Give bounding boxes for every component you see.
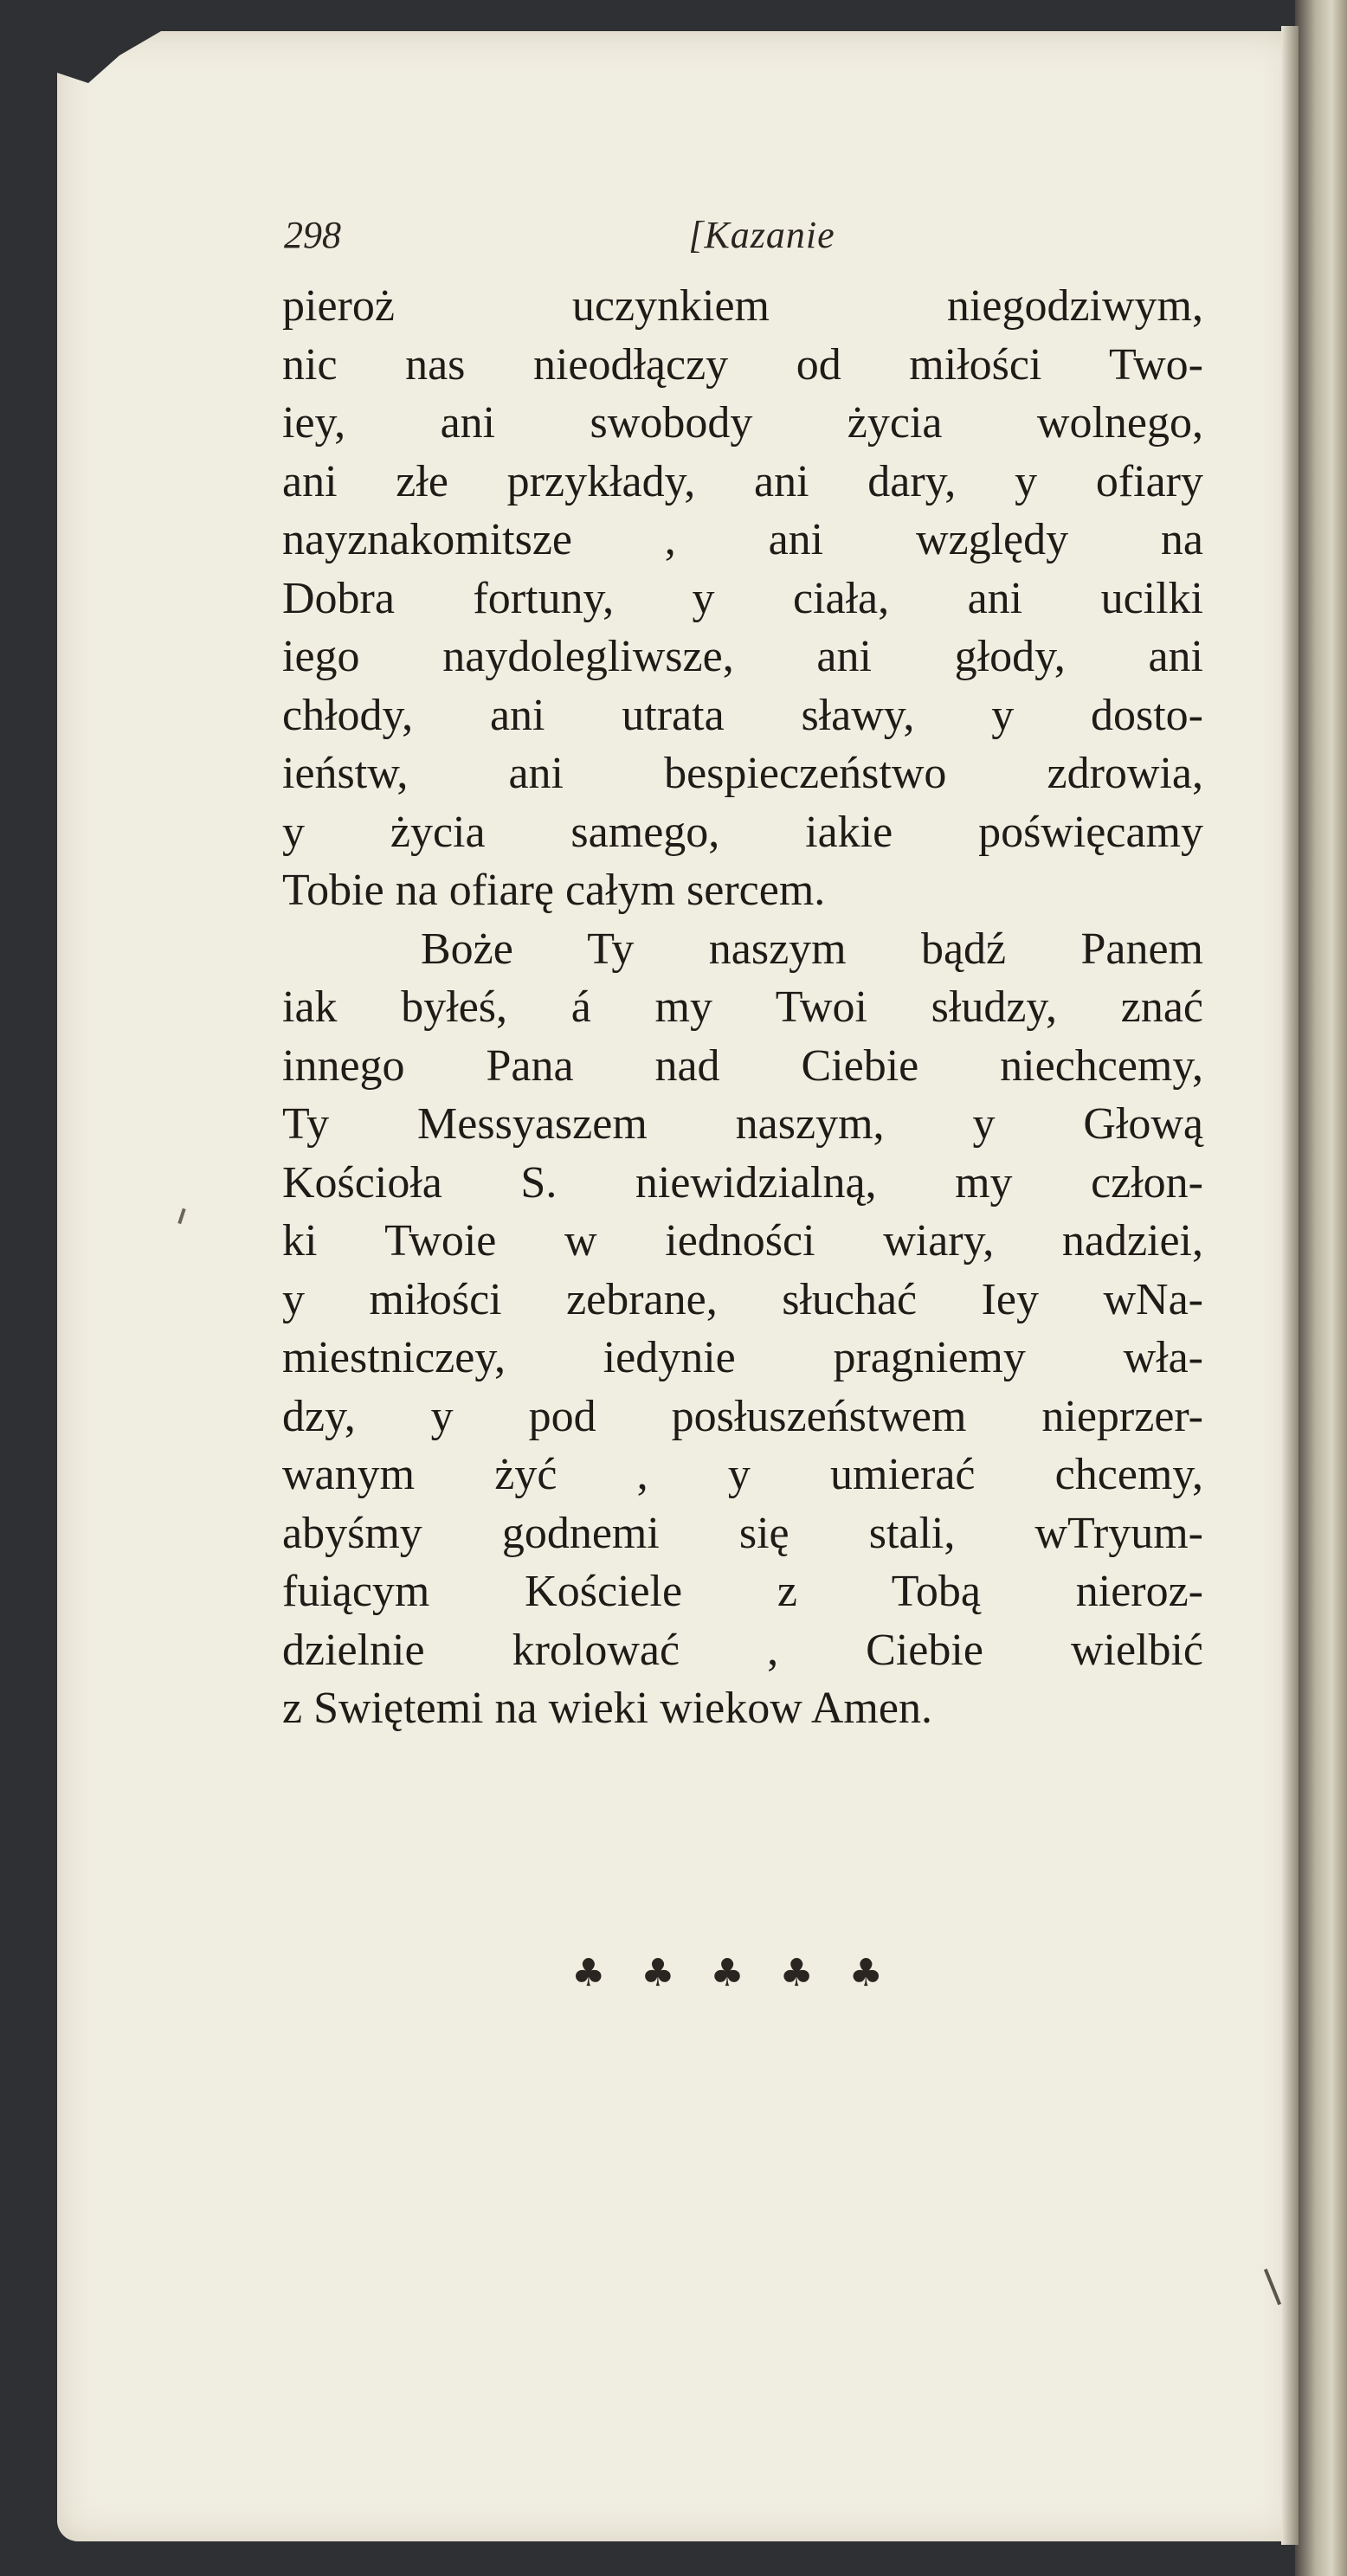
- ornament-glyph-icon: ♣: [571, 1950, 606, 1995]
- page-header: [0, 213, 1347, 265]
- running-head: [Kazanie: [688, 214, 835, 256]
- text-line: dzy, y pod posłuszeństwem nieprzer-: [282, 1391, 1203, 1441]
- text-line: dzielnie krolować , Ciebie wielbić: [282, 1625, 1203, 1675]
- book-gutter: [1295, 0, 1347, 2576]
- printers-ornament: [571, 1942, 883, 2003]
- text-line: pieroż uczynkiem niegodziwym,: [282, 281, 1203, 331]
- text-line: iego naydolegliwsze, ani głody, ani: [282, 632, 1203, 681]
- text-line: nayznakomitsze , ani względy na: [282, 515, 1203, 564]
- text-line: Kościoła S. niewidzialną, my człon-: [282, 1157, 1203, 1208]
- text-line: iak byłeś, á my Twoi słudzy, znać: [282, 982, 1203, 1032]
- text-line: miestniczey, iedynie pragniemy wła-: [282, 1333, 1203, 1382]
- ornament-glyph-icon: ♣: [779, 1950, 814, 1995]
- text-line: Tobie na ofiarę całym sercem.: [282, 866, 826, 915]
- text-line: iey, ani swobody życia wolnego,: [282, 398, 1203, 448]
- text-line: Dobra fortuny, y ciała, ani ucilki: [282, 573, 1203, 623]
- ornament-glyph-icon: ♣: [710, 1950, 744, 1995]
- text-line: fuiącym Kościele z Tobą nieroz-: [282, 1567, 1203, 1616]
- text-line: nic nas nieodłączy od miłości Two-: [282, 339, 1203, 390]
- ornament-glyph-icon: ♣: [641, 1950, 675, 1995]
- text-line: chłody, ani utrata sławy, y dosto-: [282, 690, 1203, 740]
- text-line: ki Twoie w iedności wiary, nadziei,: [282, 1216, 1203, 1265]
- text-line: abyśmy godnemi się stali, wTryum-: [282, 1508, 1203, 1558]
- text-line: wanym żyć , y umierać chcemy,: [282, 1450, 1203, 1499]
- text-line: ani złe przykłady, ani dary, y ofiary: [282, 456, 1203, 506]
- page-number: 298: [284, 214, 341, 256]
- ornament-glyph-icon: ♣: [848, 1950, 883, 1995]
- text-line: ieństw, ani bespieczeństwo zdrowia,: [282, 749, 1203, 798]
- text-line: z Swiętemi na wieki wiekow Amen.: [282, 1684, 932, 1733]
- text-line: y miłości zebrane, słuchać Iey wNa-: [282, 1274, 1203, 1324]
- body-text: [282, 277, 1203, 1738]
- text-line: innego Pana nad Ciebie niechcemy,: [282, 1040, 1203, 1091]
- text-line: y życia samego, iakie poświęcamy: [282, 807, 1203, 857]
- text-line: Ty Messyaszem naszym, y Głową: [282, 1099, 1203, 1149]
- text-line-indented: Boże Ty naszym bądź Panem: [421, 924, 1203, 974]
- page-edge: [1281, 26, 1299, 2545]
